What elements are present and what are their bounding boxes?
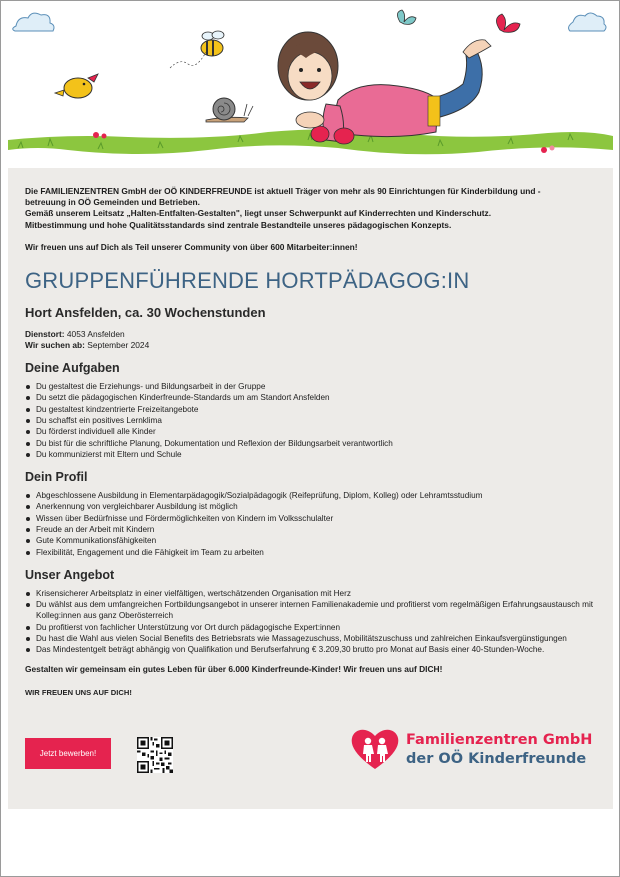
location-value: 4053 Ansfelden [66, 329, 125, 340]
list-item: Du förderst individuell alle Kinder [25, 426, 595, 437]
list-item: Du bist für die schriftliche Planung, Dokumentation und Reflexion der Bildungsarbeit verantwortlich [25, 438, 595, 449]
intro-line: betreuung in OÖ Gemeinden und Betrieben. [25, 197, 200, 208]
list-item: Du gestaltest die Erziehungs- und Bildungsarbeit in der Gruppe [25, 381, 595, 392]
logo-line-2: der OÖ Kinderfreunde [406, 751, 587, 767]
list-item: Du gestaltest kindzentrierte Freizeitangebote [25, 404, 595, 415]
list-item: Abgeschlossene Ausbildung in Elementarpädagogik/Sozialpädagogik (Reifeprüfung, Diplom, Kolleg) oder Lehramtsstudium [25, 490, 595, 501]
profile-heading: Dein Profil [25, 470, 88, 485]
job-subtitle: Hort Ansfelden, ca. 30 Wochenstunden [25, 305, 266, 321]
offer-heading: Unser Angebot [25, 567, 115, 582]
closing-tagline: WIR FREUEN UNS AUF DICH! [25, 687, 132, 697]
tasks-heading: Deine Aufgaben [25, 361, 120, 376]
list-item: Du setzt die pädagogischen Kinderfreunde-Standards um am Standort Ansfelden [25, 392, 595, 403]
snail-icon [206, 98, 253, 122]
job-meta [25, 329, 595, 351]
butterfly-icon [397, 10, 416, 24]
location-label: Dienstort: [25, 329, 65, 340]
intro-line: Mitbestimmung und hohe Qualitätsstandards sind zentrale Bestandteile unseres pädagogischen Konzepts. [25, 219, 452, 230]
tasks-list [25, 381, 595, 460]
offer-list [25, 588, 595, 656]
company-logo [348, 724, 598, 774]
butterfly-icon [496, 14, 520, 32]
start-label: Wir suchen ab: [25, 340, 85, 351]
profile-list [25, 490, 595, 558]
apply-button[interactable]: Jetzt bewerben! [25, 738, 111, 769]
list-item: Krisensicherer Arbeitsplatz in einer vielfältigen, wertschätzenden Organisation mit Herz [25, 588, 595, 599]
list-item: Gute Kommunikationsfähigkeiten [25, 535, 595, 546]
bee-icon [170, 31, 224, 68]
intro-text [25, 186, 595, 253]
cloud-icon [569, 13, 606, 31]
logo-line-1: Familienzentren GmbH [406, 732, 593, 748]
qr-code-icon[interactable] [137, 737, 173, 773]
closing-line: Gestalten wir gemeinsam ein gutes Leben für über 6.000 Kinderfreunde-Kinder! Wir freuen uns auf DICH! [25, 663, 443, 674]
list-item: Du wählst aus dem umfangreichen Fortbildungsangebot in unserer internen Familienakademie und profitierst vom regelmäßigen Erfahrungsaustausch mit Kolleg:innen aus ganz Oberösterreich [25, 599, 595, 622]
community-line: Wir freuen uns auf Dich als Teil unserer Community von über 600 Mitarbeiter:innen! [25, 241, 358, 252]
girl-illustration [278, 32, 491, 144]
list-item: Freude an der Arbeit mit Kindern [25, 524, 595, 535]
list-item: Das Mindestentgelt beträgt abhängig von Qualifikation und Berufserfahrung € 3.209,30 brutto pro Monat auf Basis einer 40-Stunden-Woche. [25, 644, 595, 655]
hero-illustration [8, 8, 613, 168]
list-item: Wissen über Bedürfnisse und Fördermöglichkeiten von Kindern im Volksschulalter [25, 513, 595, 524]
bird-icon [55, 74, 98, 98]
list-item: Du profitierst von fachlicher Unterstützung vor Ort durch pädagogische Expert:innen [25, 622, 595, 633]
job-ad-card [8, 8, 613, 809]
list-item: Du schaffst ein positives Lernklima [25, 415, 595, 426]
main-content [25, 186, 595, 697]
start-value: September 2024 [87, 340, 150, 351]
intro-line: Die FAMILIENZENTREN GmbH der OÖ KINDERFREUNDE ist aktuell Träger von mehr als 90 Einrichtungen für Kinderbildung und - [25, 186, 541, 196]
list-item: Du hast die Wahl aus vielen Social Benefits des Betriebsrats wie Massagezuschuss, Mobilitätszuschuss und zahlreichen Einkaufsvergünstigungen [25, 633, 595, 644]
list-item: Flexibilität, Engagement und die Fähigkeit im Team zu arbeiten [25, 547, 595, 558]
job-title: GRUPPENFÜHRENDE HORTPÄDAGOG:IN [25, 268, 470, 294]
list-item: Anerkennung von vergleichbarer Ausbildung ist möglich [25, 501, 595, 512]
cloud-icon [13, 13, 54, 31]
intro-line: Gemäß unserem Leitsatz „Halten-Entfalten-Gestalten", liegt unser Schwerpunkt auf Kinderrechten und Kinderschutz. [25, 208, 492, 219]
list-item: Du kommunizierst mit Eltern und Schule [25, 449, 595, 460]
heart-logo-icon [350, 727, 400, 771]
